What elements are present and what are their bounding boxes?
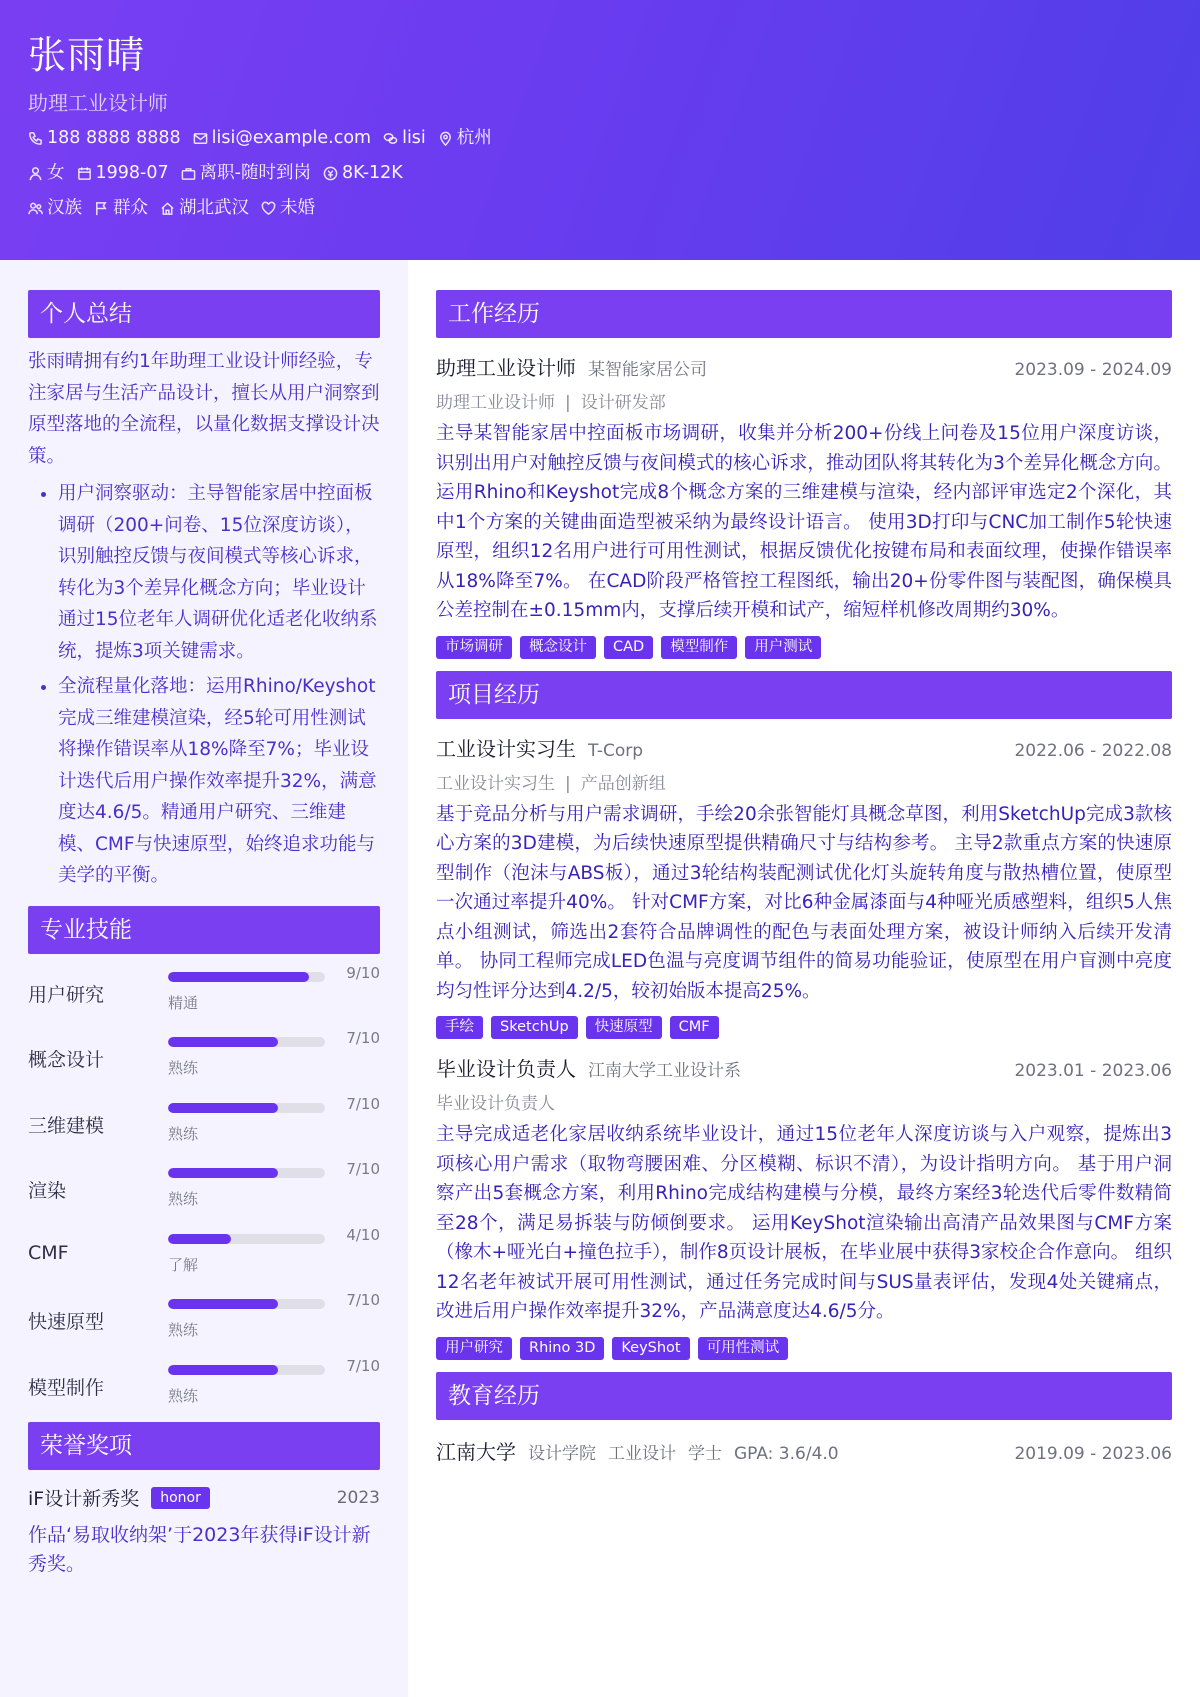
skill-name: CMF: [28, 1241, 69, 1264]
entry-position: 毕业设计负责人: [436, 1094, 555, 1114]
skill-bar: [168, 1299, 325, 1309]
skill-bar: [168, 1037, 325, 1047]
location-icon: [438, 131, 453, 146]
personal-row: [28, 161, 1172, 186]
skill-bar-fill: [168, 1365, 278, 1375]
skill-row: [28, 956, 380, 1022]
marital-item: [261, 196, 315, 221]
skill-score: 7/10: [346, 1029, 380, 1047]
separator: |: [565, 773, 571, 794]
hometown-text: 湖北武汉: [179, 198, 249, 218]
skill-tag: CAD: [604, 636, 653, 659]
political-item: [94, 196, 148, 221]
award-name: iF设计新秀奖: [28, 1488, 140, 1510]
birth-text: 1998-07: [95, 163, 169, 183]
skill-bar: [168, 1103, 325, 1113]
project-entry: [436, 1053, 1172, 1360]
award-row: [28, 1484, 380, 1511]
skill-level: 熟练: [168, 1386, 199, 1405]
birth-item: [77, 161, 169, 186]
skill-name: 快速原型: [28, 1311, 105, 1333]
summary-text: 张雨晴拥有约1年助理工业设计师经验，专注家居与生活产品设计，擅长从用户洞察到原型落地的全流程，以量化数据支撑设计决策。: [28, 351, 380, 467]
skill-score: 7/10: [346, 1356, 380, 1375]
skill-tag: SketchUp: [491, 1016, 578, 1039]
work-heading: 工作经历: [436, 290, 1172, 338]
summary-heading: 个人总结: [28, 290, 380, 338]
skill-bar-fill: [168, 972, 309, 982]
gender-text: 女: [47, 163, 65, 183]
marital-text: 未婚: [280, 198, 315, 218]
summary-point: • 全流程量化落地：运用Rhino/Keyshot完成三维建模渲染，经5轮可用性测试将操作错误率从18%降至7%；毕业设计迭代后用户操作效率提升32%，满意度达4.6/5。精通用户研究、三维建模、CMF与快速原型，始终追求功能与美学的平衡。: [58, 671, 380, 892]
work-entry: [436, 352, 1172, 659]
skill-name: 用户研究: [28, 983, 105, 1006]
entry-header: [436, 733, 1172, 762]
background-row: [28, 196, 1172, 221]
skill-level: 熟练: [168, 1124, 199, 1143]
award-badge: honor: [151, 1487, 210, 1509]
summary-point: • 用户洞察驱动：主导智能家居中控面板调研（200+问卷、15位深度访谈），识别触控反馈与夜间模式等核心诉求，转化为3个差异化概念方向；毕业设计通过15位老年人调研优化适老化收纳系统，提炼3项关键需求。: [58, 478, 380, 667]
resume-header: [0, 0, 1200, 260]
award-description: 作品‘易取收纳架’于2023年获得iF设计新秀奖。: [28, 1524, 371, 1575]
money-icon: [323, 166, 338, 181]
skills-heading: 专业技能: [28, 906, 380, 954]
wechat-icon: [383, 131, 398, 146]
degree-name: 学士: [688, 1443, 722, 1464]
skill-name: 三维建模: [28, 1114, 105, 1137]
entry-department: 产品创新组: [580, 773, 666, 794]
home-icon: [160, 201, 175, 216]
skill-score: 7/10: [346, 1160, 380, 1178]
email-text: lisi@example.com: [211, 128, 372, 148]
candidate-name: 张雨晴: [28, 33, 146, 77]
ethnicity-item: [28, 196, 82, 221]
skill-tag: 可用性测试: [698, 1337, 789, 1360]
project-heading: 项目经历: [436, 671, 1172, 719]
skill-level: 熟练: [168, 1059, 199, 1077]
wechat-item: [383, 126, 426, 151]
skill-row: [28, 1087, 380, 1153]
skill-row: [28, 1283, 380, 1349]
award-year: 2023: [336, 1487, 380, 1508]
entry-position: 工业设计实习生: [436, 773, 555, 794]
entry-date: 2023.01 - 2023.06: [1014, 1061, 1172, 1081]
skill-row: [28, 1349, 380, 1415]
skill-name: 概念设计: [28, 1049, 105, 1071]
briefcase-icon: [181, 166, 196, 181]
skill-bar: [168, 972, 325, 982]
skill-tag: 市场调研: [436, 636, 512, 659]
skill-level: 了解: [168, 1255, 199, 1274]
skill-name: 渲染: [28, 1180, 67, 1202]
entry-header: [436, 1053, 1172, 1082]
skill-bar-fill: [168, 1299, 278, 1309]
skill-score: 4/10: [346, 1225, 380, 1244]
education-heading: 教育经历: [436, 1372, 1172, 1420]
skill-bar-fill: [168, 1168, 278, 1178]
skill-tag: 模型制作: [661, 636, 737, 659]
flag-icon: [94, 201, 109, 216]
skill-name: 模型制作: [28, 1376, 105, 1399]
skill-bar-fill: [168, 1103, 278, 1113]
education-date: 2019.09 - 2023.06: [1014, 1443, 1172, 1464]
city-text: 杭州: [456, 128, 492, 148]
gpa-text: GPA: 3.6/4.0: [734, 1443, 839, 1464]
skill-score: 7/10: [346, 1094, 380, 1113]
separator: |: [565, 393, 571, 413]
entry-subtitle: [436, 388, 1172, 413]
ethnicity-text: 汉族: [47, 198, 82, 218]
main-content: [436, 290, 1172, 1465]
entry-org: T-Corp: [588, 740, 644, 761]
calendar-icon: [77, 166, 92, 181]
skill-bar: [168, 1365, 325, 1375]
status-text: 离职-随时到岗: [199, 163, 311, 183]
status-item: [181, 161, 311, 186]
entry-position: 助理工业设计师: [436, 393, 555, 413]
skill-bar: [168, 1168, 325, 1178]
tag-list: [436, 636, 1172, 659]
tag-list: [436, 1016, 1172, 1039]
major-name: 工业设计: [608, 1443, 676, 1464]
phone-item: [28, 126, 181, 151]
skill-level: 熟练: [168, 1190, 199, 1208]
skill-tag: Rhino 3D: [520, 1337, 604, 1360]
skill-tag: 用户测试: [745, 636, 821, 659]
user-icon: [28, 166, 43, 181]
skills-list: [28, 956, 380, 1415]
entry-date: 2022.06 - 2022.08: [1014, 740, 1172, 761]
salary-item: [323, 161, 403, 186]
skill-tag: KeyShot: [612, 1337, 689, 1360]
gender-item: [28, 161, 65, 186]
entry-role: 助理工业设计师: [436, 356, 576, 380]
entry-description: 主导完成适老化家居收纳系统毕业设计，通过15位老年人深度访谈与入户观察，提炼出3项核心用户需求（取物弯腰困难、分区模糊、标识不清），为设计指明方向。 基于用户洞察产出5套概念方案，利用Rhino完成结构建模与分模，最终方案经3轮迭代后零件数精简至28个，满足易拆装与防倾倒要求。 运用KeyShot渲染输出高清产品效果图与CMF方案（橡木+哑光白+撞色拉手），制作8页设计展板，在毕业展中获得3家校企合作意向。 组织12名老年被试开展可用性测试，通过任务完成时间与SUS量表评估，发现4处关键痛点，改进后用户操作效率提升32%，产品满意度达4.6/5分。: [436, 1124, 1172, 1322]
mail-icon: [193, 131, 208, 146]
skill-row: [28, 1218, 380, 1284]
summary-list: [28, 478, 380, 892]
college-name: 设计学院: [528, 1443, 596, 1464]
skill-row: [28, 1152, 380, 1218]
skill-bar: [168, 1234, 325, 1244]
skill-tag: 手绘: [436, 1016, 483, 1039]
skill-tag: 快速原型: [586, 1016, 662, 1039]
wechat-text: lisi: [402, 128, 426, 148]
phone-icon: [28, 131, 43, 146]
political-text: 群众: [113, 198, 148, 218]
users-icon: [28, 201, 43, 216]
entry-header: [436, 352, 1172, 381]
entry-department: 设计研发部: [580, 393, 666, 413]
skill-bar-fill: [168, 1037, 278, 1047]
sidebar: [0, 260, 408, 1697]
skill-level: 精通: [168, 993, 199, 1012]
candidate-title: 助理工业设计师: [28, 91, 168, 115]
skill-level: 熟练: [168, 1321, 199, 1339]
entry-org: 江南大学工业设计系: [588, 1061, 741, 1081]
skill-bar-fill: [168, 1234, 231, 1244]
skill-tag: CMF: [670, 1016, 719, 1039]
entry-subtitle: [436, 769, 1172, 794]
entry-role: 工业设计实习生: [436, 736, 576, 761]
education-row: [436, 1436, 1172, 1465]
contact-row: [28, 126, 1172, 151]
heart-icon: [261, 201, 276, 216]
entry-date: 2023.09 - 2024.09: [1014, 360, 1172, 380]
skill-row: [28, 1021, 380, 1087]
entry-description: 主导某智能家居中控面板市场调研，收集并分析200+份线上问卷及15位用户深度访谈，识别出用户对触控反馈与夜间模式的核心诉求，推动团队将其转化为3个差异化概念方向。 运用Rhino和Keyshot完成8个概念方案的三维建模与渲染，经内部评审选定2个深化，其中1个方案的关键曲面造型被采纳为最终设计语言。 使用3D打印与CNC加工制作5轮快速原型，组织12名用户进行可用性测试，根据反馈优化按键布局和表面纹理，使操作错误率从18%降至7%。 在CAD阶段严格管控工程图纸，输出20+份零件图与装配图，确保模具公差控制在±0.15mm内，支撑后续开模和试产，缩短样机修改周期约30%。: [436, 423, 1172, 621]
phone-text: 188 8888 8888: [47, 128, 181, 148]
salary-text: 8K-12K: [341, 163, 403, 183]
awards-heading: 荣誉奖项: [28, 1422, 380, 1470]
city-item: [438, 126, 492, 151]
project-entry: [436, 733, 1172, 1040]
entry-org: 某智能家居公司: [588, 360, 707, 380]
school-name: 江南大学: [436, 1439, 516, 1464]
skill-score: 9/10: [346, 963, 380, 982]
entry-role: 毕业设计负责人: [436, 1057, 576, 1081]
tag-list: [436, 1337, 1172, 1360]
skill-tag: 用户研究: [436, 1337, 512, 1360]
entry-subtitle: [436, 1089, 1172, 1114]
skill-tag: 概念设计: [520, 636, 596, 659]
skill-score: 7/10: [346, 1291, 380, 1309]
hometown-item: [160, 196, 249, 221]
summary-section: [28, 346, 380, 892]
entry-description: 基于竞品分析与用户需求调研，手绘20余张智能灯具概念草图，利用SketchUp完成3款核心方案的3D建模，为后续快速原型提供精确尺寸与结构参考。 主导2款重点方案的快速原型制作（泡沫与ABS板），通过3轮结构装配测试优化灯头旋转角度与散热槽位置，使原型一次通过率提升40%。 针对CMF方案，对比6种金属漆面与4种哑光质感塑料，组织5人焦点小组测试，筛选出2套符合品牌调性的配色与表面处理方案，被设计师纳入后续开发清单。 协同工程师完成LED色温与亮度调节组件的简易功能验证，使原型在用户盲测中亮度均匀性评分达到4.2/5，较初始版本提高25%。: [436, 803, 1172, 1002]
email-item: [193, 126, 371, 151]
